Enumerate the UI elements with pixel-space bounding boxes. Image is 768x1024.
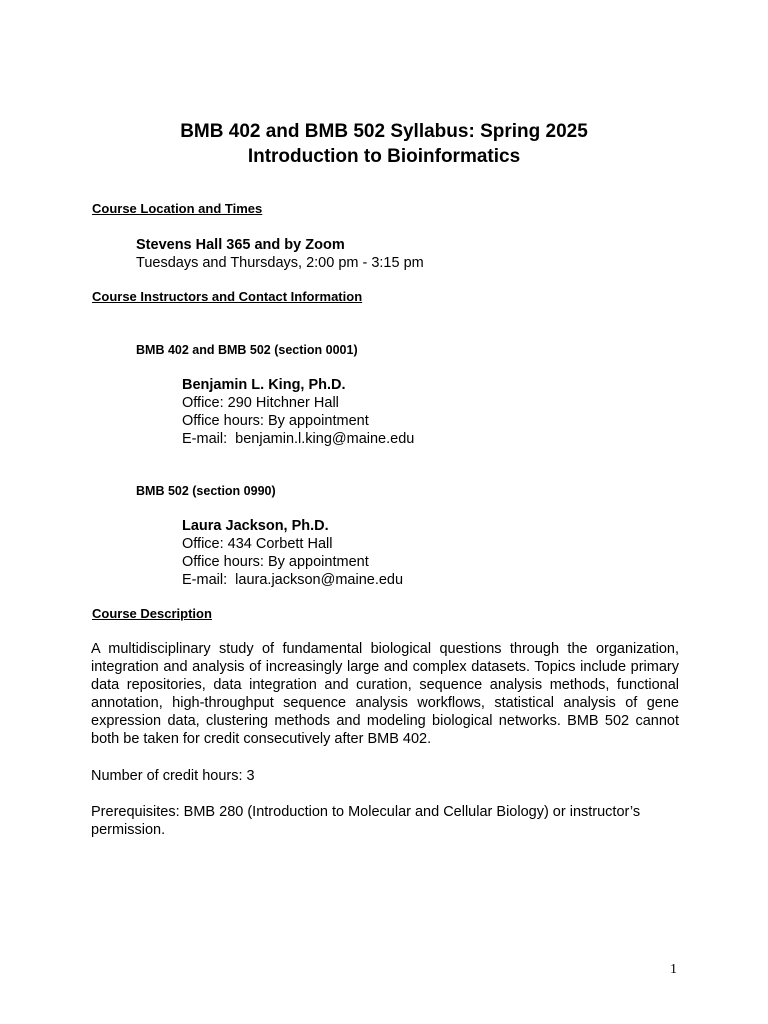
section-0990-label: BMB 502 (section 0990) [136, 484, 276, 498]
instructor-office: Office: 290 Hitchner Hall [182, 395, 339, 411]
instructor-office: Office: 434 Corbett Hall [182, 536, 333, 552]
course-description: A multidisciplinary study of fundamental biological questions through the organization, integration and analysis of increasingly large and complex datasets. Topics include primary data repositories, data integration and curation, sequence analysis methods, functional annotation, high-throughput sequence analysis workflows, statistical analysis of gene expression data, clustering methods and modeling biological networks. BMB 502 cannot both be taken for credit consecutively after BMB 402. [91, 641, 679, 747]
instructor-card-jackson [182, 517, 403, 589]
instructor-hours: Office hours: By appointment [182, 413, 369, 429]
credit-hours: Number of credit hours: 3 [91, 768, 255, 784]
description-heading: Course Description [92, 606, 212, 621]
page-number: 1 [670, 962, 677, 977]
instructor-email: E-mail: laura.jackson@maine.edu [182, 572, 404, 588]
document-subtitle: Introduction to Bioinformatics [247, 146, 521, 167]
prerequisites: Prerequisites: BMB 280 (Introduction to Molecular and Cellular Biology) or instructor’s permission. [91, 804, 641, 838]
instructor-hours: Office hours: By appointment [182, 554, 369, 570]
instructors-heading: Course Instructors and Contact Information [92, 289, 363, 304]
instructor-name: Laura Jackson, Ph.D. [182, 518, 329, 534]
document-title: BMB 402 and BMB 502 Syllabus: Spring 2025 [180, 121, 588, 142]
instructor-email: E-mail: benjamin.l.king@maine.edu [182, 431, 415, 447]
section-0001-label: BMB 402 and BMB 502 (section 0001) [136, 343, 358, 357]
location-schedule: Tuesdays and Thursdays, 2:00 pm - 3:15 pm [136, 255, 424, 271]
location-place: Stevens Hall 365 and by Zoom [136, 237, 345, 253]
location-heading: Course Location and Times [92, 201, 263, 216]
instructor-card-king [182, 376, 414, 448]
instructor-name: Benjamin L. King, Ph.D. [182, 377, 346, 393]
